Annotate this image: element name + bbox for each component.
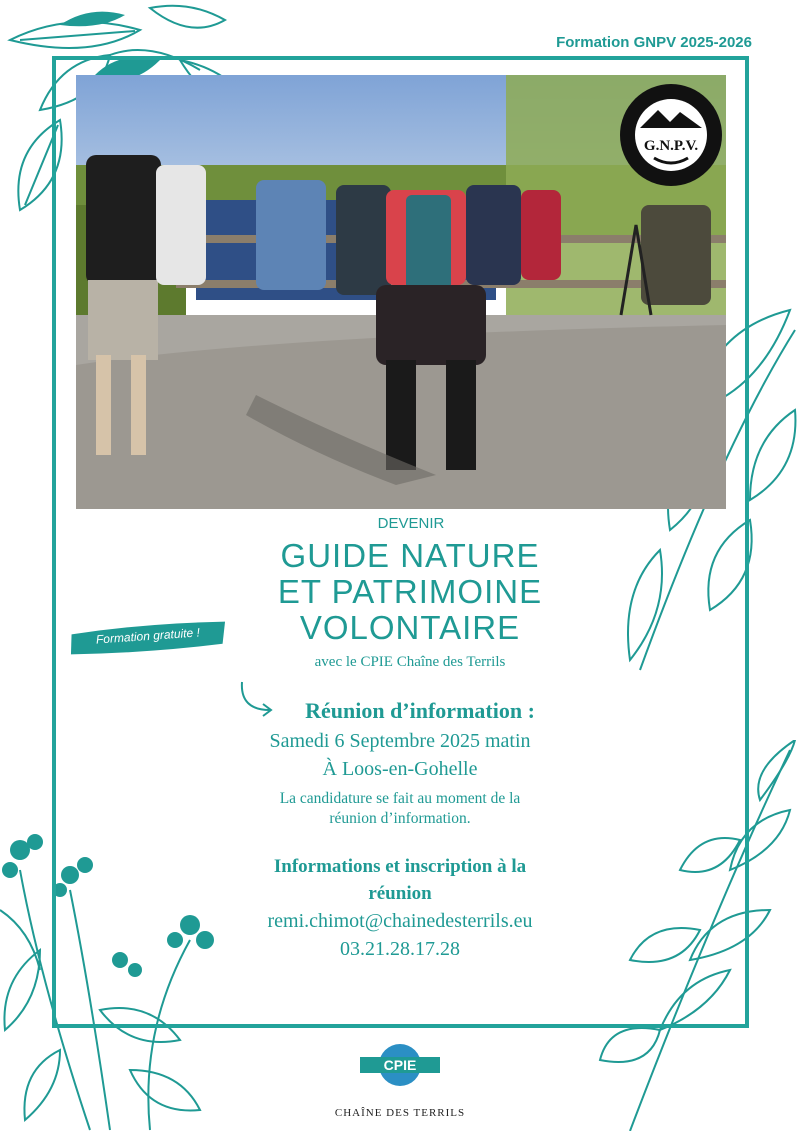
note-line-1: La candidature se fait au moment de la [279, 790, 521, 807]
contact-phone-link[interactable]: 03.21.28.17.28 [340, 938, 460, 960]
application-note [230, 789, 570, 829]
contact-title-line-2: réunion [368, 883, 432, 904]
title-line-1: GUIDE NATURE [280, 537, 540, 574]
gnpv-logo [618, 82, 724, 188]
subtitle: avec le CPIE Chaîne des Terrils [314, 654, 506, 670]
title-line-3: VOLONTAIRE [299, 609, 521, 646]
badge-label: Formation gratuite ! [95, 625, 201, 647]
cpie-logo [360, 1043, 440, 1087]
formation-label: Formation GNPV 2025-2026 [556, 34, 752, 51]
gnpv-initials: G.N.P.V. [643, 138, 699, 154]
contact-title-line-1: Informations et inscription à la [273, 856, 527, 877]
contact-email-link[interactable]: remi.chimot@chainedesterrils.eu [267, 910, 533, 932]
meeting-title: Réunion d’information : [305, 698, 535, 723]
kicker: DEVENIR [377, 515, 445, 532]
cpie-logo-text: CPIE [383, 1057, 417, 1073]
note-line-2: réunion d’information. [329, 810, 471, 827]
page-title [230, 538, 590, 646]
cpie-caption: CHAÎNE DES TERRILS [334, 1107, 466, 1119]
contact-title [230, 853, 570, 907]
meeting-place: À Loos-en-Gohelle [322, 758, 478, 780]
title-line-2: ET PATRIMOINE [277, 573, 543, 610]
meeting-date: Samedi 6 Septembre 2025 matin [269, 730, 531, 752]
